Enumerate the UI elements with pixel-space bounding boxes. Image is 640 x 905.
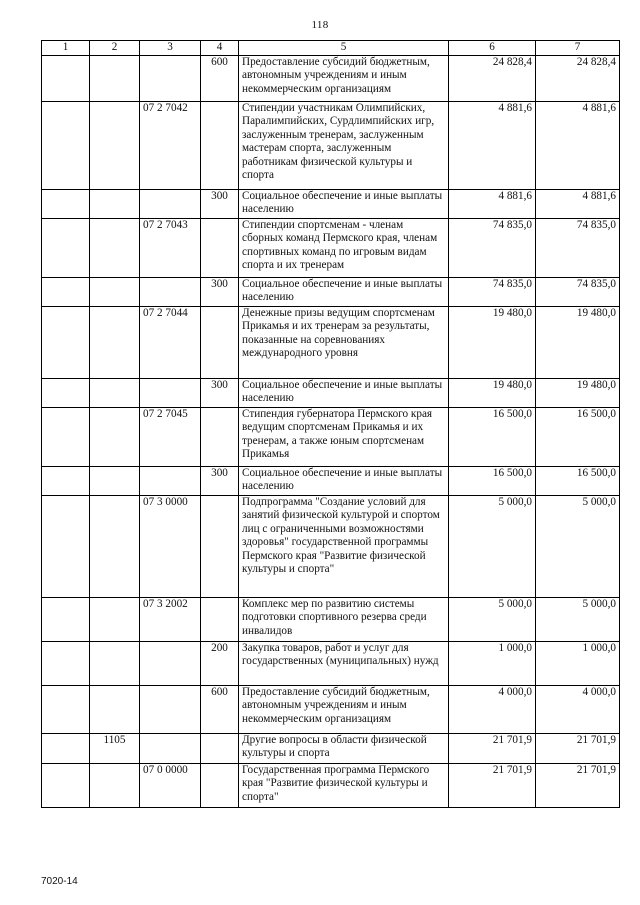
budget-table: [41, 40, 620, 808]
row-name: Социальное обеспечение и иные выплаты населению: [239, 190, 449, 219]
expense-type-code: 200: [201, 642, 239, 686]
amount-col7: 5 000,0: [536, 598, 620, 642]
row-name: Подпрограмма "Создание условий для занятий физической культурой и спортом лиц с ограниченными возможностями здоровья" государственной программы Пермского края "Развитие физической культуры и спорта": [239, 496, 449, 598]
subsection-code: [90, 219, 140, 278]
target-article-code: [140, 379, 201, 408]
column-number-row: [42, 41, 620, 56]
section-code: [42, 190, 90, 219]
target-article-code: [140, 734, 201, 764]
expense-type-code: [201, 734, 239, 764]
subsection-code: [90, 307, 140, 379]
amount-col6: 4 881,6: [449, 102, 536, 190]
section-code: [42, 56, 90, 102]
amount-col7: 19 480,0: [536, 307, 620, 379]
row-name: Закупка товаров, работ и услуг для государственных (муниципальных) нужд: [239, 642, 449, 686]
expense-type-code: 300: [201, 190, 239, 219]
form-code: 7020-14: [41, 876, 78, 887]
row-name: Социальное обеспечение и иные выплаты населению: [239, 467, 449, 496]
section-code: [42, 219, 90, 278]
section-code: [42, 642, 90, 686]
table-row: [42, 496, 620, 598]
subsection-code: [90, 278, 140, 307]
target-article-code: 07 2 7042: [140, 102, 201, 190]
amount-col6: 16 500,0: [449, 467, 536, 496]
row-name: Предоставление субсидий бюджетным, автономным учреждениям и иным некоммерческим организациям: [239, 686, 449, 734]
amount-col6: 21 701,9: [449, 764, 536, 808]
subsection-code: 1105: [90, 734, 140, 764]
amount-col7: 74 835,0: [536, 219, 620, 278]
column-header: 7: [536, 41, 620, 56]
amount-col6: 1 000,0: [449, 642, 536, 686]
expense-type-code: [201, 408, 239, 467]
table-row: [42, 598, 620, 642]
amount-col6: 4 000,0: [449, 686, 536, 734]
column-header: 2: [90, 41, 140, 56]
section-code: [42, 764, 90, 808]
target-article-code: 07 2 7045: [140, 408, 201, 467]
amount-col7: 21 701,9: [536, 764, 620, 808]
subsection-code: [90, 467, 140, 496]
table-row: [42, 686, 620, 734]
column-header: 4: [201, 41, 239, 56]
expense-type-code: [201, 598, 239, 642]
subsection-code: [90, 496, 140, 598]
subsection-code: [90, 190, 140, 219]
expense-type-code: [201, 496, 239, 598]
subsection-code: [90, 102, 140, 190]
row-name: Денежные призы ведущим спортсменам Прикамья и их тренерам за результаты, показанные на соревнованиях международного уровня: [239, 307, 449, 379]
table-row: [42, 219, 620, 278]
expense-type-code: 600: [201, 56, 239, 102]
table-row: [42, 190, 620, 219]
target-article-code: [140, 190, 201, 219]
section-code: [42, 379, 90, 408]
amount-col7: 1 000,0: [536, 642, 620, 686]
amount-col6: 24 828,4: [449, 56, 536, 102]
page-number: 118: [311, 19, 329, 31]
column-header: 3: [140, 41, 201, 56]
amount-col7: 4 000,0: [536, 686, 620, 734]
section-code: [42, 686, 90, 734]
amount-col7: 4 881,6: [536, 190, 620, 219]
column-header: 1: [42, 41, 90, 56]
subsection-code: [90, 764, 140, 808]
expense-type-code: [201, 764, 239, 808]
amount-col7: 5 000,0: [536, 496, 620, 598]
row-name: Комплекс мер по развитию системы подготовки спортивного резерва среди инвалидов: [239, 598, 449, 642]
section-code: [42, 278, 90, 307]
row-name: Стипендия губернатора Пермского края ведущим спортсменам Прикамья и их тренерам, а также юным спортсменам Прикамья: [239, 408, 449, 467]
expense-type-code: [201, 102, 239, 190]
target-article-code: [140, 278, 201, 307]
row-name: Стипендии спортсменам - членам сборных команд Пермского края, членам спортивных команд по игровым видам спорта и их тренерам: [239, 219, 449, 278]
column-header: 6: [449, 41, 536, 56]
subsection-code: [90, 686, 140, 734]
amount-col7: 24 828,4: [536, 56, 620, 102]
row-name: Социальное обеспечение и иные выплаты населению: [239, 379, 449, 408]
row-name: Предоставление субсидий бюджетным, автономным учреждениям и иным некоммерческим организациям: [239, 56, 449, 102]
row-name: Социальное обеспечение и иные выплаты населению: [239, 278, 449, 307]
row-name: Другие вопросы в области физической культуры и спорта: [239, 734, 449, 764]
section-code: [42, 408, 90, 467]
subsection-code: [90, 379, 140, 408]
amount-col7: 16 500,0: [536, 408, 620, 467]
target-article-code: 07 2 7043: [140, 219, 201, 278]
table-row: [42, 642, 620, 686]
row-name: Государственная программа Пермского края "Развитие физической культуры и спорта": [239, 764, 449, 808]
subsection-code: [90, 56, 140, 102]
expense-type-code: [201, 219, 239, 278]
amount-col6: 5 000,0: [449, 496, 536, 598]
amount-col7: 74 835,0: [536, 278, 620, 307]
table-row: [42, 102, 620, 190]
subsection-code: [90, 408, 140, 467]
section-code: [42, 496, 90, 598]
table-row: [42, 278, 620, 307]
section-code: [42, 467, 90, 496]
expense-type-code: 600: [201, 686, 239, 734]
amount-col6: 74 835,0: [449, 278, 536, 307]
target-article-code: [140, 56, 201, 102]
section-code: [42, 307, 90, 379]
amount-col6: 5 000,0: [449, 598, 536, 642]
amount-col6: 16 500,0: [449, 408, 536, 467]
target-article-code: 07 0 0000: [140, 764, 201, 808]
subsection-code: [90, 598, 140, 642]
amount-col7: 16 500,0: [536, 467, 620, 496]
target-article-code: [140, 686, 201, 734]
subsection-code: [90, 642, 140, 686]
amount-col7: 21 701,9: [536, 734, 620, 764]
amount-col6: 74 835,0: [449, 219, 536, 278]
section-code: [42, 102, 90, 190]
section-code: [42, 598, 90, 642]
column-header: 5: [239, 41, 449, 56]
amount-col7: 19 480,0: [536, 379, 620, 408]
target-article-code: 07 2 7044: [140, 307, 201, 379]
table-row: [42, 307, 620, 379]
amount-col7: 4 881,6: [536, 102, 620, 190]
table-row: [42, 467, 620, 496]
expense-type-code: 300: [201, 379, 239, 408]
target-article-code: 07 3 0000: [140, 496, 201, 598]
table-row: [42, 379, 620, 408]
table-row: [42, 408, 620, 467]
table-row: [42, 734, 620, 764]
amount-col6: 21 701,9: [449, 734, 536, 764]
expense-type-code: [201, 307, 239, 379]
expense-type-code: 300: [201, 278, 239, 307]
row-name: Стипендии участникам Олимпийских, Паралимпийских, Сурдлимпийских игр, заслуженным тренерам, заслуженным мастерам спорта, заслуженным работникам физической культуры и спорта: [239, 102, 449, 190]
target-article-code: [140, 467, 201, 496]
section-code: [42, 734, 90, 764]
expense-type-code: 300: [201, 467, 239, 496]
target-article-code: 07 3 2002: [140, 598, 201, 642]
amount-col6: 19 480,0: [449, 379, 536, 408]
target-article-code: [140, 642, 201, 686]
amount-col6: 4 881,6: [449, 190, 536, 219]
table-row: [42, 56, 620, 102]
table-row: [42, 764, 620, 808]
amount-col6: 19 480,0: [449, 307, 536, 379]
